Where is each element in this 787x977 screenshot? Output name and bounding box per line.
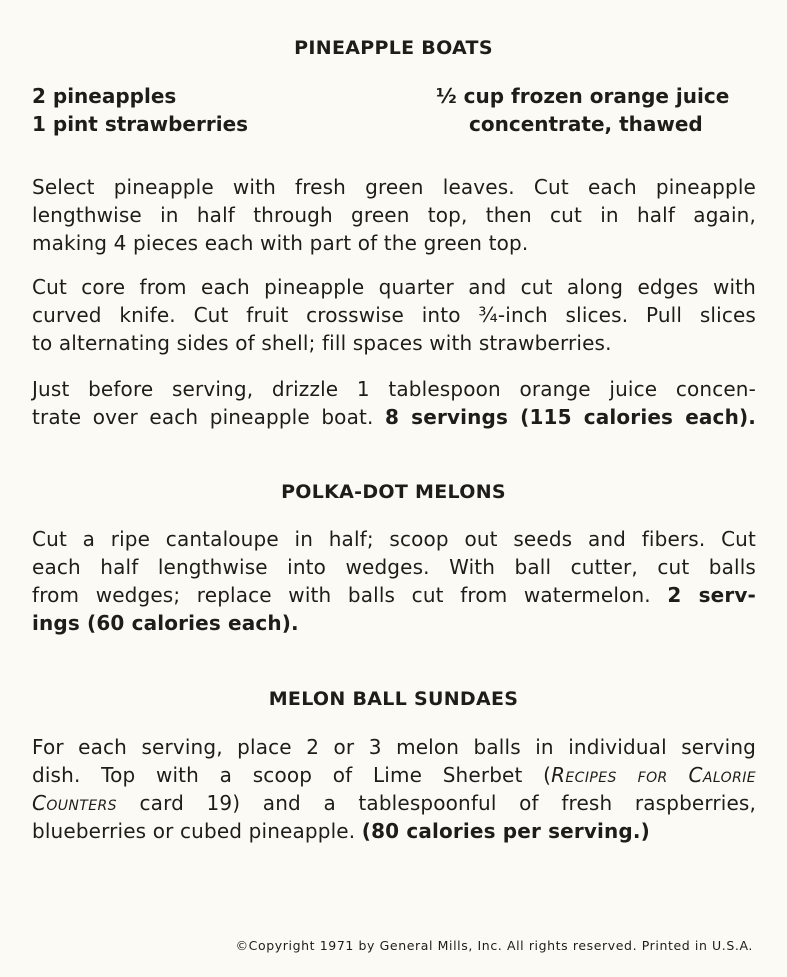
recipe-title-polka-dot-melons: POLKA-DOT MELONS bbox=[281, 481, 506, 503]
instructions-paragraph bbox=[32, 173, 756, 257]
copyright-notice: ©Copyright 1971 by General Mills, Inc. All rights reserved. Printed in U.S.A. bbox=[235, 938, 753, 953]
text-line bbox=[32, 817, 756, 845]
text-line bbox=[32, 761, 756, 789]
card-reference: Counters bbox=[32, 791, 117, 815]
text-line: Cut core from each pineapple quarter and cut along edges with bbox=[32, 275, 756, 299]
text-line bbox=[32, 403, 756, 431]
text-line: each half lengthwise into wedges. With ball cutter, cut balls bbox=[32, 555, 756, 579]
text-line: curved knife. Cut fruit crosswise into ¾-inch slices. Pull slices bbox=[32, 303, 756, 327]
text-run: trate over each pineapple boat. bbox=[32, 405, 374, 429]
text-line bbox=[32, 789, 756, 817]
servings-note: ings (60 calories each). bbox=[32, 611, 299, 635]
text-line bbox=[32, 609, 756, 637]
recipe-title-melon-ball-sundaes: MELON BALL SUNDAES bbox=[268, 688, 519, 710]
text-line: For each serving, place 2 or 3 melon balls in individual serving bbox=[32, 735, 756, 759]
servings-note: (80 calories per serving.) bbox=[361, 819, 650, 843]
instructions-paragraph bbox=[32, 273, 756, 357]
ingredient-item: ½ cup frozen orange juice bbox=[436, 84, 730, 108]
ingredient-item: 1 pint strawberries bbox=[32, 112, 249, 136]
text-run: from wedges; replace with balls cut from watermelon. bbox=[32, 583, 651, 607]
instructions-paragraph bbox=[32, 733, 756, 845]
instructions-paragraph bbox=[32, 525, 756, 637]
text-line bbox=[32, 581, 756, 609]
servings-note: 8 servings (115 calories each). bbox=[385, 405, 756, 429]
instructions-paragraph bbox=[32, 375, 756, 431]
text-line: Just before serving, drizzle 1 tablespoon orange juice concen- bbox=[32, 377, 756, 401]
text-line: making 4 pieces each with part of the green top. bbox=[32, 231, 529, 255]
card-reference: Recipes for Calorie bbox=[551, 763, 756, 787]
text-run: card 19) and a tablespoonful of fresh raspberries, bbox=[139, 791, 756, 815]
ingredient-item-continued: concentrate, thawed bbox=[469, 112, 703, 136]
text-line: to alternating sides of shell; fill spaces with strawberries. bbox=[32, 331, 612, 355]
ingredients-right bbox=[436, 82, 729, 138]
text-line: lengthwise in half through green top, then cut in half again, bbox=[32, 203, 756, 227]
ingredients-left bbox=[32, 82, 248, 138]
text-line: Cut a ripe cantaloupe in half; scoop out seeds and fibers. Cut bbox=[32, 527, 756, 551]
text-run: blueberries or cubed pineapple. bbox=[32, 819, 356, 843]
servings-note: 2 serv- bbox=[667, 583, 756, 607]
ingredient-item: 2 pineapples bbox=[32, 84, 177, 108]
text-line: Select pineapple with fresh green leaves. Cut each pineapple bbox=[32, 175, 756, 199]
recipe-title-pineapple-boats: PINEAPPLE BOATS bbox=[294, 37, 493, 59]
text-run: dish. Top with a scoop of Lime Sherbet ( bbox=[32, 763, 552, 787]
